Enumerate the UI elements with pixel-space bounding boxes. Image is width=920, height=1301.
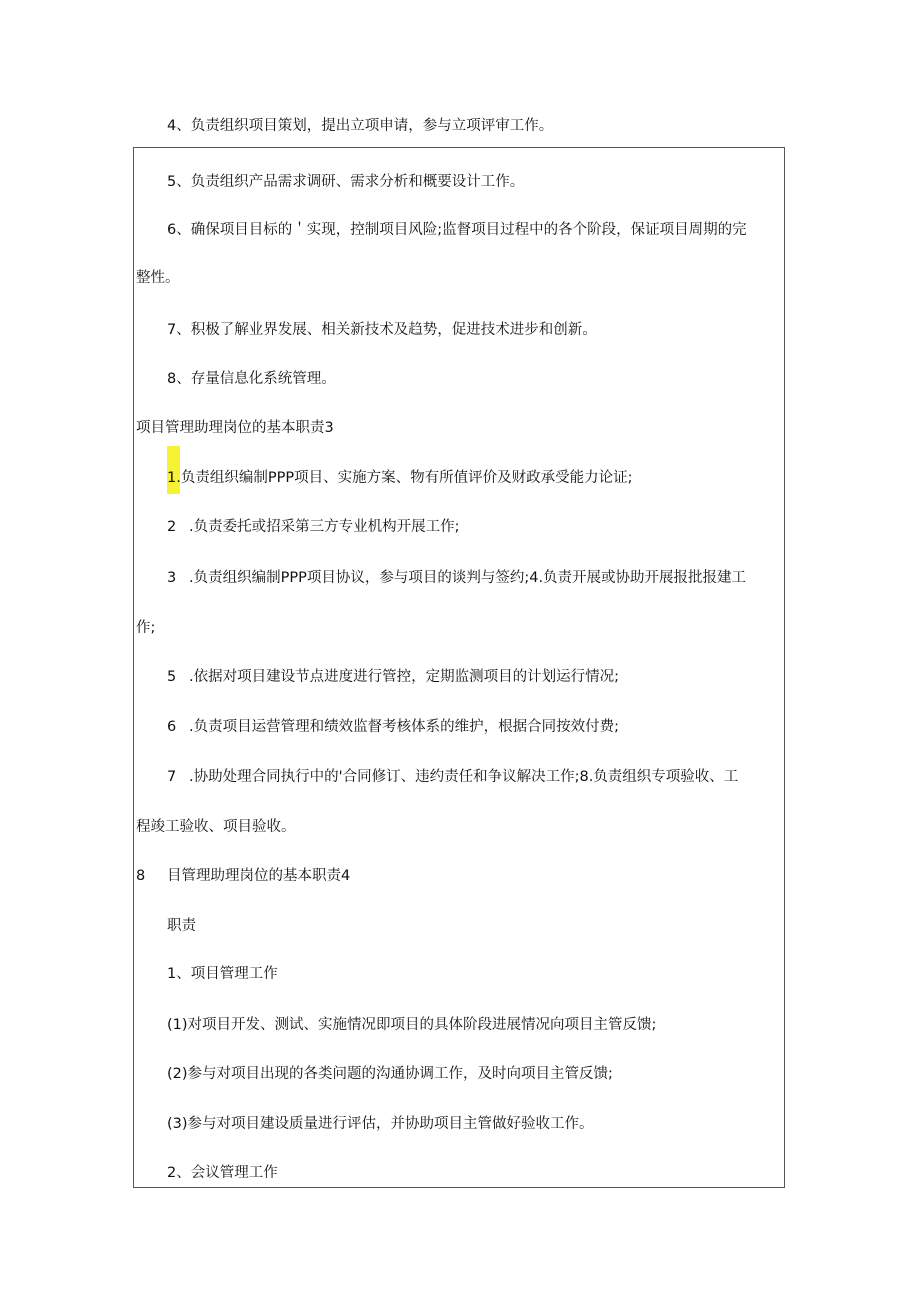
heading-text: 目管理助理岗位的基本职责4: [167, 868, 351, 884]
item-number: 6: [167, 719, 177, 735]
item-number: 5: [167, 669, 177, 685]
duty-item-3-cont: 作;: [136, 620, 156, 636]
duty-subitem-3: (3)参与对项目建设质量进行评估，并协助项目主管做好验收工作。: [167, 1116, 594, 1132]
duty-item-2: [167, 517, 460, 537]
duty-line-7: 7、积极了解业界发展、相关新技术及趋势，促进技术进步和创新。: [167, 322, 597, 338]
item-text: .负责委托或招采第三方专业机构开展工作;: [189, 519, 460, 535]
item-text: .负责组织编制PPP项目、实施方案、物有所值评价及财政承受能力论证;: [176, 470, 633, 486]
item-number: 7: [167, 769, 177, 785]
duty-subitem-1: (1)对项目开发、测试、实施情况即项目的具体阶段进展情况向项目主管反馈;: [167, 1017, 657, 1033]
duty-item-7-cont: 程竣工验收、项目验收。: [136, 819, 296, 835]
item-text: .负责项目运营管理和绩效监督考核体系的维护，根据合同按效付费;: [189, 719, 619, 735]
duty-item-3: [167, 568, 746, 588]
duty-item-7: [167, 767, 738, 787]
duty-line-6: 6、确保项目目标的＇实现，控制项目风险;监督项目过程中的各个阶段，保证项目周期的完: [167, 222, 747, 238]
duty-line-8: 8、存量信息化系统管理。: [167, 371, 336, 387]
duty-item-5: [167, 667, 619, 687]
duty-line-4: 4、负责组织项目策划，提出立项申请，参与立项评审工作。: [167, 118, 554, 134]
duty-group-2: 2、会议管理工作: [167, 1165, 278, 1181]
item-text: .协助处理合同执行中的'合同修订、违约责任和争议解决工作;8.负责组织专项验收、工: [189, 769, 739, 785]
heading-number: 8: [136, 868, 146, 884]
item-text: .依据对项目建设节点进度进行管控，定期监测项目的计划运行情况;: [189, 669, 619, 685]
duty-item-6: [167, 717, 619, 737]
duty-subitem-2: (2)参与对项目出现的各类问题的沟通协调工作，及时向项目主管反馈;: [167, 1066, 613, 1082]
item-number: 1: [167, 470, 177, 486]
duty-line-6-cont: 整性。: [136, 270, 180, 286]
duty-line-5: 5、负责组织产品需求调研、需求分析和概要设计工作。: [167, 174, 525, 190]
duty-group-1: 1、项目管理工作: [167, 966, 278, 982]
item-number: 3: [167, 570, 177, 586]
item-text: .负责组织编制PPP项目协议，参与项目的谈判与签约;4.负责开展或协助开展报批报建工: [189, 570, 747, 586]
item-number: 2: [167, 519, 177, 535]
duty-item-1: [167, 468, 632, 488]
subheading-duties: 职责: [167, 918, 196, 934]
section-heading-4: [136, 866, 350, 886]
section-heading-3: 项目管理助理岗位的基本职责3: [136, 420, 334, 436]
